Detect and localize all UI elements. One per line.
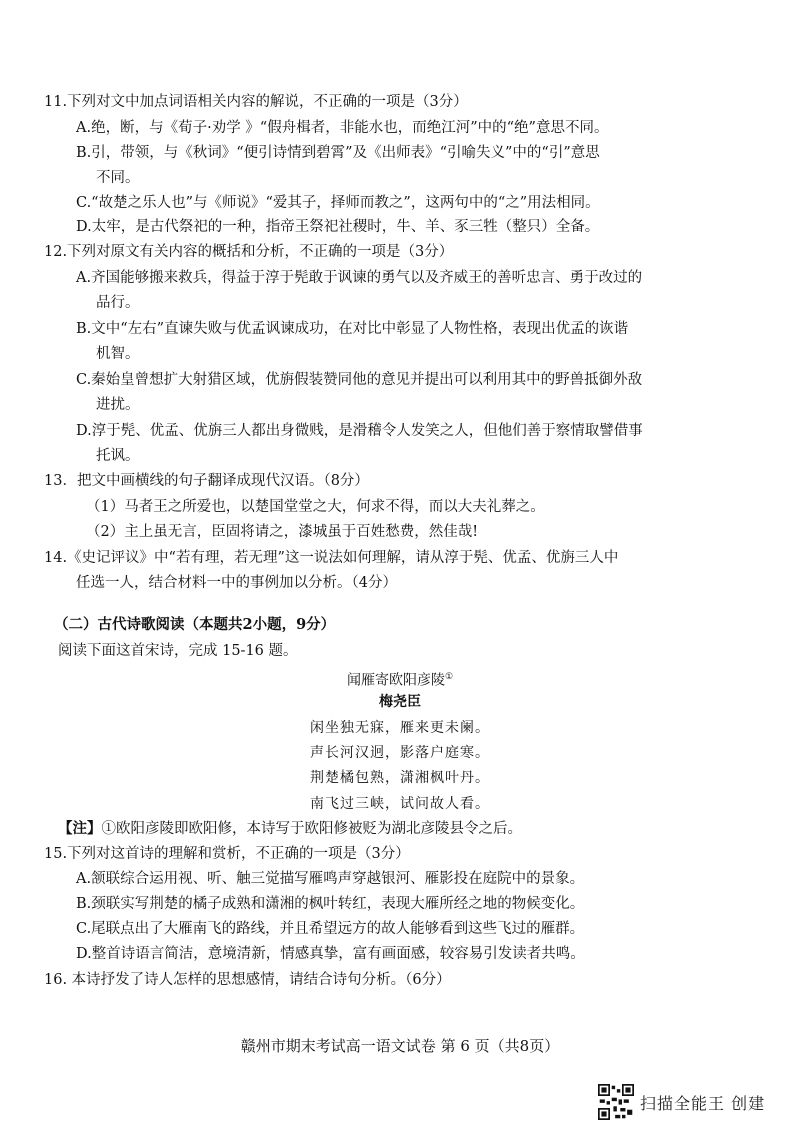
question-13-stem: 13．把文中画横线的句子翻译成现代汉语。（8分） [44, 473, 369, 489]
question-11-option-a: A.绝，断，与《荀子·劝学 》“假舟楫者，非能水也，而绝江河”中的“绝”意思不同。 [76, 120, 609, 136]
page-footer: 赣州市期末考试高一语文试卷 第 6 页（共8页） [240, 1037, 560, 1055]
question-15-option-a: A.颔联综合运用视、听、触三觉描写雁鸣声穿越银河、雁影投在庭院中的景象。 [76, 871, 585, 887]
poem-title-note-marker: ① [444, 672, 454, 682]
poem-note-tag: 【注】 [58, 820, 102, 837]
question-13-sentence-2: （2）主上虽无言，臣固将请之，漆城虽于百姓愁费，然佳哉! [86, 524, 479, 540]
question-15-option-c: C.尾联点出了大雁南飞的路线，并且希望远方的故人能够看到这些飞过的雁群。 [76, 921, 585, 937]
poem-line-4: 南飞过三峡，试问故人看。 [310, 796, 490, 812]
question-12-option-a-cont: 品行。 [96, 295, 140, 311]
scanner-watermark-text: 扫描全能王 创建 [640, 1093, 766, 1113]
question-13-sentence-1: （1）马者王之所爱也，以楚国堂堂之大，何求不得，而以大夫礼葬之。 [86, 499, 545, 515]
question-11-option-c: C.“故楚之乐人也”与《师说》“爱其子，择师而教之”，这两句中的“之”用法相同。 [76, 195, 600, 211]
poem-author: 梅尧臣 [379, 694, 421, 710]
question-15-stem: 15.下列对这首诗的理解和赏析，不正确的一项是（3分） [44, 846, 410, 862]
question-11-option-d: D.太牢，是古代祭祀的一种，指帝王祭祀社稷时，牛、羊、豕三牲（整只）全备。 [76, 219, 600, 235]
poem-line-1: 闲坐独无寐，雁来更未阑。 [310, 720, 490, 736]
section-heading: （二）古代诗歌阅读（本题共2小题，9分） [54, 616, 336, 633]
poem-line-3: 荆楚橘包熟，潇湘枫叶丹。 [310, 770, 490, 786]
question-12-stem: 12.下列对原文有关内容的概括和分析，不正确的一项是（3分） [44, 244, 454, 260]
scanner-watermark [598, 1082, 765, 1122]
qr-code-icon [598, 1084, 634, 1120]
question-16-stem: 16. 本诗抒发了诗人怎样的思想感情，请结合诗句分析。（6分） [44, 972, 451, 988]
question-12-option-d: D.淳于髡、优孟、优旃三人都出身微贱，是滑稽令人发笑之人，但他们善于察情取譬借事 [76, 423, 643, 439]
poem-note [58, 819, 522, 839]
poem-line-2: 声长河汉迥，影落户庭寒。 [310, 745, 490, 761]
section-intro: 阅读下面这首宋诗，完成 15-16 题。 [58, 643, 298, 659]
poem-note-text: ①欧阳彦陵即欧阳修，本诗写于欧阳修被贬为湖北彦陵县令之后。 [101, 821, 522, 837]
poem-title-text: 闻雁寄欧阳彦陵 [346, 672, 445, 689]
question-14-line-2: 任选一人，结合材料一中的事例加以分析。（4分） [76, 575, 397, 591]
question-15-option-b: B.颈联实写荆楚的橘子成熟和潇湘的枫叶转红，表现大雁所经之地的物候变化。 [76, 896, 585, 912]
question-12-option-b: B.文中“左右”直谏失败与优孟讽谏成功，在对比中彰显了人物性格，表现出优孟的诙谐 [76, 321, 629, 337]
question-11-option-b: B.引，带领，与《秋词》“便引诗情到碧霄”及《出师表》“引喻失义”中的“引”意思 [76, 145, 600, 161]
question-12-option-c: C.秦始皇曾想扩大射猎区域，优旃假装赞同他的意见并提出可以利用其中的野兽抵御外敌 [76, 372, 643, 388]
question-14-line-1: 14.《史记评议》中“若有理，若无理”这一说法如何理解，请从淳于髡、优孟、优旃三人中 [44, 550, 619, 566]
question-11-stem: 11.下列对文中加点词语相关内容的解说，不正确的一项是（3分） [44, 94, 468, 110]
poem-title [0, 667, 800, 691]
question-12-option-c-cont: 进扰。 [96, 397, 140, 413]
question-12-option-b-cont: 机智。 [96, 346, 140, 362]
question-15-option-d: D.整首诗语言简洁，意境清新，情感真挚，富有画面感，较容易引发读者共鸣。 [76, 946, 585, 962]
question-11-option-b-cont: 不同。 [96, 170, 140, 186]
question-12-option-a: A.齐国能够搬来救兵，得益于淳于髡敢于讽谏的勇气以及齐威王的善听忠言、勇于改过的 [76, 270, 643, 286]
question-12-option-d-cont: 托讽。 [96, 448, 140, 464]
